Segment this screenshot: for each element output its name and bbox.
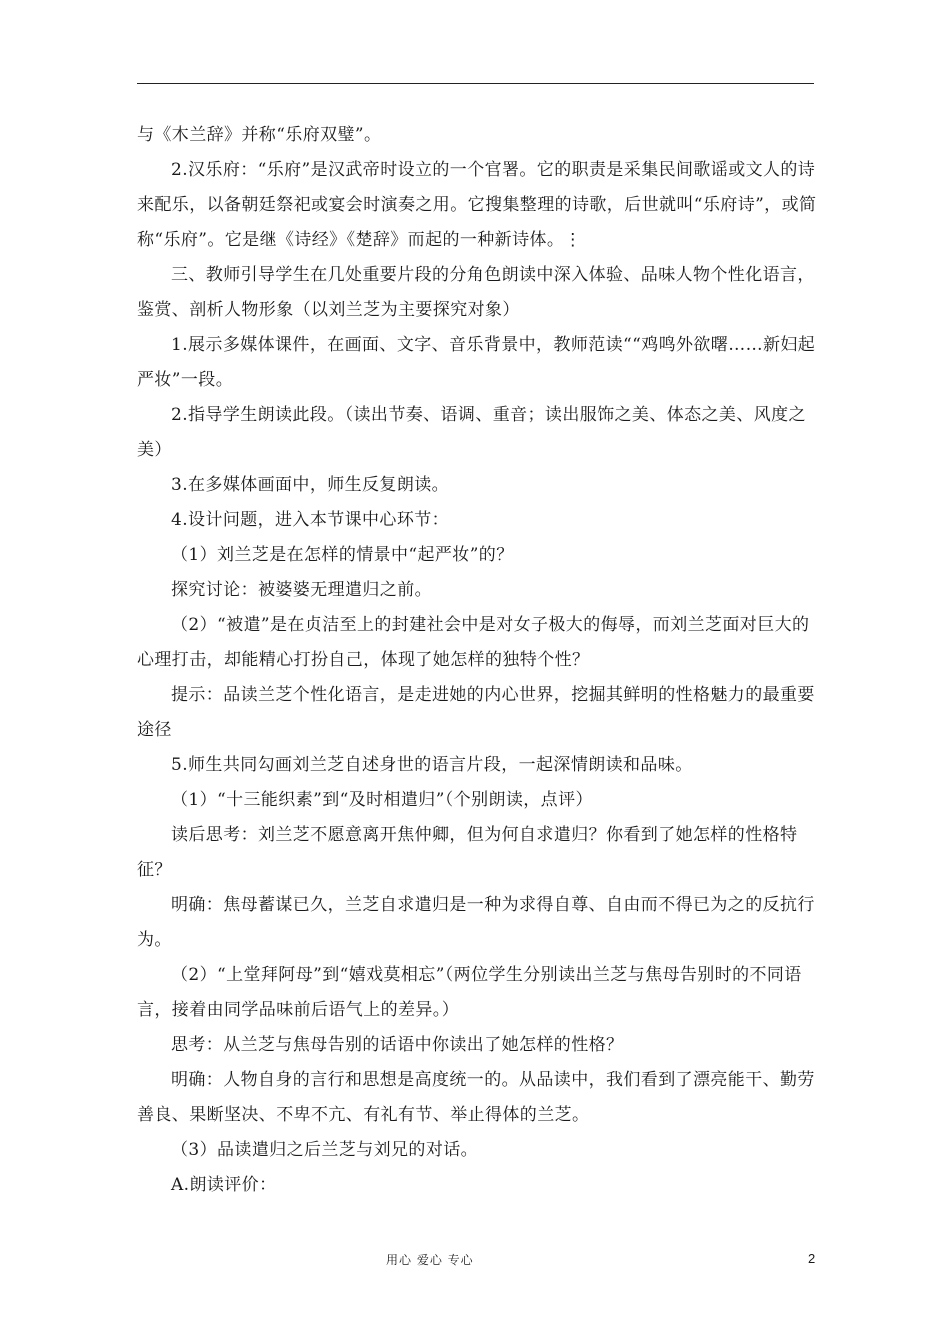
paragraph: 三、教师引导学生在几处重要片段的分角色朗读中深入体验、品味人物个性化语言，鉴赏、剖析人物形象（以刘兰芝为主要探究对象） (137, 265, 815, 320)
paragraph: （2）“被遣”是在贞洁至上的封建社会中是对女子极大的侮辱，而刘兰芝面对巨大的心理打击，却能精心打扮自己，体现了她怎样的独特个性？ (137, 615, 810, 670)
paragraph: A.朗读评价： (171, 1175, 277, 1195)
paragraph: （1）“十三能织素”到“及时相遣归”（个别朗读，点评） (171, 790, 593, 810)
paragraph: 2.汉乐府：“乐府”是汉武帝时设立的一个官署。它的职责是采集民间歌谣或文人的诗来配乐，以备朝廷祭祀或宴会时演奏之用。它搜集整理的诗歌，后世就叫“乐府诗”，或简称“乐府”。它是继《诗经》《楚辞》而起的一种新诗体。⋮ (137, 160, 817, 250)
paragraph: 与《木兰辞》并称“乐府双璧”。 (137, 125, 382, 145)
paragraph: 3.在多媒体画面中，师生反复朗读。 (171, 475, 450, 495)
page-footer (0, 1251, 950, 1271)
header-rule (137, 83, 814, 84)
paragraph: 5.师生共同勾画刘兰芝自述身世的语言片段，一起深情朗读和品味。 (171, 755, 693, 775)
page-number: 2 (808, 1251, 816, 1266)
paragraph: （1）刘兰芝是在怎样的情景中“起严妆”的？ (171, 545, 514, 565)
paragraph: 思考：从兰芝与焦母告别的话语中你读出了她怎样的性格？ (171, 1035, 624, 1055)
document-body (137, 118, 817, 1203)
paragraph: 1.展示多媒体课件，在画面、文字、音乐背景中，教师范读““鸡鸣外欲曙……新妇起严妆”一段。 (137, 335, 816, 390)
footer-text: 用心 爱心 专心 (386, 1253, 474, 1267)
paragraph: 提示：品读兰芝个性化语言，是走进她的内心世界，挖掘其鲜明的性格魅力的最重要途径 (137, 685, 815, 740)
paragraph: （2）“上堂拜阿母”到“嬉戏莫相忘”（两位学生分别读出兰芝与焦母告别时的不同语言，接着由同学品味前后语气上的差异。） (137, 965, 802, 1020)
paragraph: 明确：焦母蓄谋已久，兰芝自求遣归是一种为求得自尊、自由而不得已为之的反抗行为。 (137, 895, 815, 950)
paragraph: 明确：人物自身的言行和思想是高度统一的。从品读中，我们看到了漂亮能干、勤劳善良、果断坚决、不卑不亢、有礼有节、举止得体的兰芝。 (137, 1070, 815, 1125)
paragraph: 探究讨论：被婆婆无理遣归之前。 (171, 580, 432, 600)
paragraph: 4.设计问题，进入本节课中心环节： (171, 510, 450, 530)
paragraph: 读后思考：刘兰芝不愿意离开焦仲卿，但为何自求遣归？你看到了她怎样的性格特征？ (137, 825, 798, 880)
paragraph: 2.指导学生朗读此段。（读出节奏、语调、重音；读出服饰之美、体态之美、风度之美） (137, 405, 806, 460)
paragraph: （3）品读遣归之后兰芝与刘兄的对话。 (171, 1140, 479, 1160)
